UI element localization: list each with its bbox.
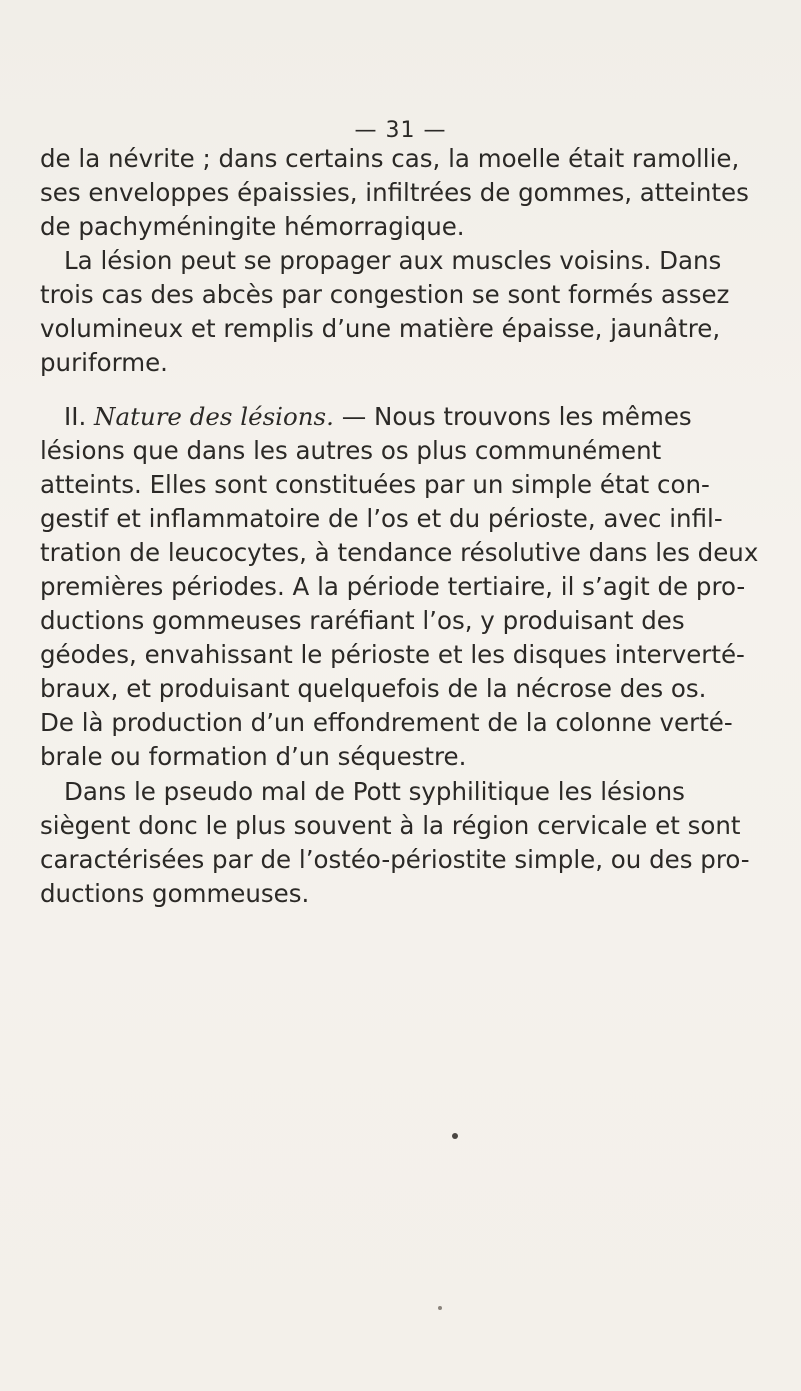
- text-line: ductions gommeuses.: [40, 879, 310, 908]
- text-line: caractérisées par de l’ostéo-périostite simple, ou des pro-: [40, 845, 750, 874]
- text-line: atteints. Elles sont constituées par un simple état con-: [40, 470, 710, 499]
- section-title: Nature des lésions.: [94, 402, 334, 431]
- text-line: lésions que dans les autres os plus communément: [40, 436, 662, 465]
- text-line: gestif et inflammatoire de l’os et du périoste, avec infil-: [40, 504, 723, 533]
- text-line: siègent donc le plus souvent à la région cervicale et sont: [40, 811, 741, 840]
- page-number: — 31 —: [354, 118, 447, 143]
- paper-speck: [438, 1306, 442, 1310]
- paper-speck: [452, 1133, 458, 1139]
- text-line: De là production d’un effondrement de la colonne verté-: [40, 708, 733, 737]
- text-line: Dans le pseudo mal de Pott syphilitique les lésions: [64, 777, 685, 806]
- section-heading-line: [64, 402, 692, 431]
- text-line: brale ou formation d’un séquestre.: [40, 742, 467, 771]
- text-line: trois cas des abcès par congestion se sont formés assez: [40, 280, 730, 309]
- text-line: ses enveloppes épaissies, infiltrées de gommes, atteintes: [40, 178, 749, 207]
- text-line: La lésion peut se propager aux muscles voisins. Dans: [64, 246, 722, 275]
- text-line: tration de leucocytes, à tendance résolutive dans les deux: [40, 538, 759, 567]
- text-line: volumineux et remplis d’une matière épaisse, jaunâtre,: [40, 314, 721, 343]
- text-line: — Nous trouvons les mêmes: [341, 402, 692, 431]
- text-line: puriforme.: [40, 348, 168, 377]
- text-line: de pachyméningite hémorragique.: [40, 212, 465, 241]
- text-line: géodes, envahissant le périoste et les disques interverté-: [40, 640, 745, 669]
- section-number: II.: [64, 402, 87, 431]
- text-line: de la névrite ; dans certains cas, la moelle était ramollie,: [40, 144, 740, 173]
- text-line: premières périodes. A la période tertiaire, il s’agit de pro-: [40, 572, 746, 601]
- text-line: braux, et produisant quelquefois de la nécrose des os.: [40, 674, 707, 703]
- text-line: ductions gommeuses raréfiant l’os, y produisant des: [40, 606, 685, 635]
